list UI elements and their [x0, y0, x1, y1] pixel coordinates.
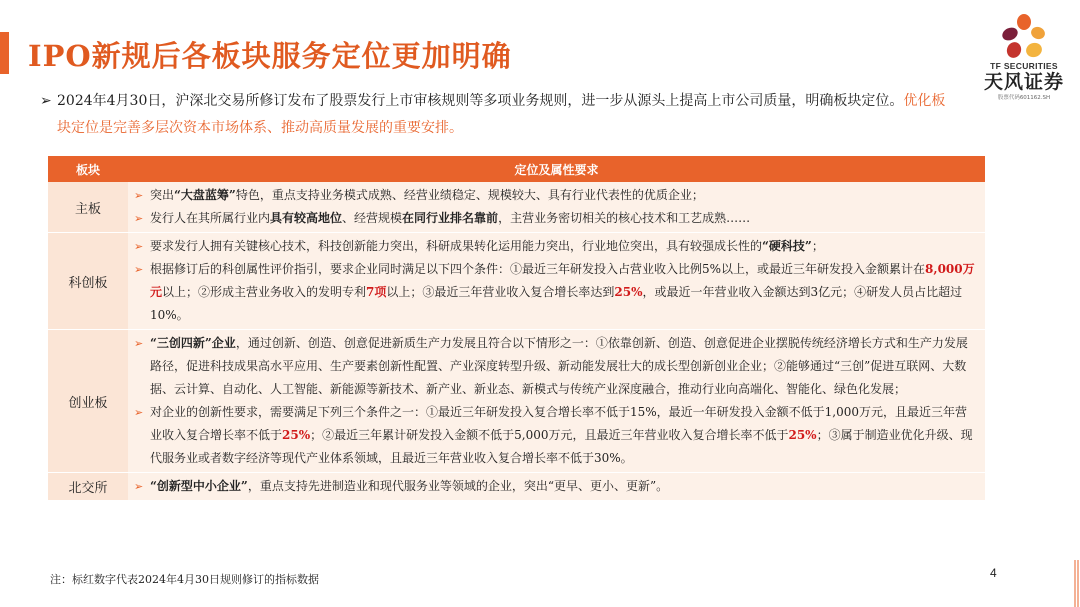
- table-header-row: [48, 156, 985, 182]
- requirements-cell: [128, 182, 985, 233]
- page-title: IPO新规后各板块服务定位更加明确: [28, 39, 512, 73]
- arrow-bullet-icon: ➢: [134, 337, 144, 350]
- tf-securities-logo: [978, 14, 1070, 114]
- board-name: 主板: [48, 182, 128, 233]
- requirements-cell: [128, 473, 985, 501]
- intro-text: 2024年4月30日，沪深北交易所修订发布了股票发行上市审核规则等多项业务规则，进一步从源头上提高上市公司质量，明确板块定位。: [57, 93, 904, 109]
- table-row-chinext: [48, 330, 985, 473]
- flower-logo-icon: [996, 14, 1052, 60]
- list-item: ➢ “三创四新”企业，通过创新、创造、创意促进新质生产力发展且符合以下情形之一：①依靠创新、创造、创意促进企业摆脱传统经济增长方式和生产力发展路径，促进科技成果高水平应用、生产要素创新性配置、产业深度转型升级、新动能发展壮大的成长型创新创业企业；②能够通过“三创”促进互联网、大数据、云计算、自动化、人工智能、新能源等新技术、新产业、新业态、新模式与传统产业深度融合，推动行业向高端化、智能化、绿色化发展；: [134, 332, 979, 401]
- intro-paragraph: [40, 88, 950, 142]
- board-name: 科创板: [48, 233, 128, 330]
- arrow-bullet-icon: ➢: [134, 212, 144, 225]
- footnote: 注：标红数字代表2024年4月30日规则修订的指标数据: [50, 573, 319, 586]
- arrow-bullet-icon: ➢: [134, 406, 144, 419]
- list-item: ➢ 根据修订后的科创属性评价指引，要求企业同时满足以下四个条件：①最近三年研发投入占营业收入比例5%以上，或最近三年研发投入金额累计在8,000万元以上；②形成主营业务收入的发明专利7项以上；③最近三年营业收入复合增长率达到25%，或最近一年营业收入金额达到3亿元；④研发人员占比超过10%。: [134, 258, 979, 327]
- intro-highlight: 优化板块定位是完善多层次资本市场体系、推动高质量发展的重要安排。: [57, 93, 946, 136]
- list-item: ➢ 发行人在其所属行业内具有较高地位、经营规模在同行业排名靠前，主营业务密切相关的核心技术和工艺成熟……: [134, 207, 979, 230]
- page-number: 4: [990, 566, 997, 580]
- list-item: ➢ 对企业的创新性要求，需要满足下列三个条件之一：①最近三年研发投入复合增长率不低于15%，最近一年研发投入金额不低于1,000万元，且最近三年营业收入复合增长率不低于25%；②最近三年累计研发投入金额不低于5,000万元，且最近三年营业收入复合增长率不低于25%；③属于制造业优化升级、现代服务业或者数字经济等现代产业体系领域，且最近三年营业收入复合增长率不低于30%。: [134, 401, 979, 470]
- board-name: 北交所: [48, 473, 128, 501]
- board-name: 创业板: [48, 330, 128, 473]
- header-requirements: 定位及属性要求: [128, 156, 985, 182]
- arrow-bullet-icon: ➢: [40, 93, 52, 109]
- list-item: ➢ “创新型中小企业”，重点支持先进制造业和现代服务业等领域的企业，突出“更早、更小、更新”。: [134, 475, 979, 498]
- requirements-cell: [128, 233, 985, 330]
- table-row-main-board: [48, 182, 985, 233]
- logo-stock-code: 股票代码601162.SH: [997, 95, 1051, 101]
- arrow-bullet-icon: ➢: [134, 263, 144, 276]
- requirements-cell: [128, 330, 985, 473]
- arrow-bullet-icon: ➢: [134, 189, 144, 202]
- logo-english-name: TF SECURITIES: [990, 61, 1058, 71]
- table-row-star-market: [48, 233, 985, 330]
- decorative-edge-lines: [1074, 560, 1080, 607]
- list-item: ➢ 要求发行人拥有关键核心技术，科技创新能力突出，科研成果转化运用能力突出，行业地位突出，具有较强成长性的“硬科技”；: [134, 235, 979, 258]
- header-board: 板块: [48, 156, 128, 182]
- title-accent-bar: [0, 32, 9, 74]
- list-item: ➢ 突出“大盘蓝筹”特色，重点支持业务模式成熟、经营业绩稳定、规模较大、具有行业代表性的优质企业；: [134, 184, 979, 207]
- table-row-bse: [48, 473, 985, 501]
- arrow-bullet-icon: ➢: [134, 240, 144, 253]
- arrow-bullet-icon: ➢: [134, 480, 144, 493]
- board-positioning-table: [48, 156, 985, 501]
- logo-chinese-name: 天风证券: [983, 71, 1064, 93]
